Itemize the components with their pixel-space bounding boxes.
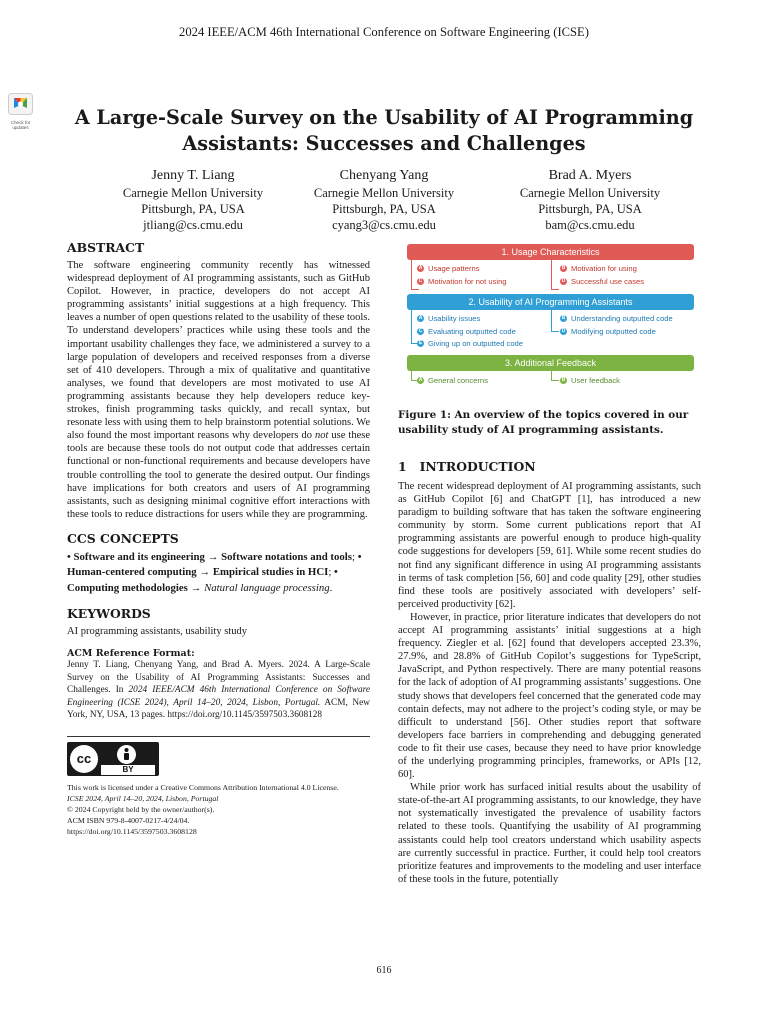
left-column [67, 240, 370, 837]
figure-item: Usability issues [428, 314, 481, 323]
ccs-concept-3: • Computing methodologies [67, 566, 338, 594]
by-label: BY [101, 765, 155, 775]
figure-item: General concerns [428, 376, 488, 385]
letter-badge: D [561, 278, 566, 284]
keywords-section [67, 606, 370, 638]
right-column [398, 240, 701, 886]
license-divider [67, 736, 370, 737]
section-number: 1 [398, 459, 407, 474]
introduction-heading [398, 459, 701, 474]
license-copyright: © 2024 Copyright held by the owner/author(s). [67, 804, 215, 814]
letter-badge: A [418, 377, 423, 383]
paper-title: A Large-Scale Survey on the Usability of AI Programming Assistants: Successes and Challenges [74, 106, 694, 155]
license-venue-text: ICSE 2024, April 14–20, 2024, Lisbon, Portugal [67, 793, 219, 803]
intro-paragraph-3: While prior work has surfaced initial results about the usability of state-of-the-art AI programming assistants, to our knowledge, they have not systematically investigated the prevalence of usability factors related to these tools. Quantifying the usability of AI programming assistants could help tool creators understand which usability aspects are currently successful in practice. Further, it could help tool creators prioritize features and improvements to the modeling and user interface of these tools in the future, potentially [398, 782, 701, 885]
figure-item: Usage patterns [428, 264, 480, 273]
badge-label-line1: Check for [10, 120, 31, 125]
license-line: This work is licensed under a Creative Commons Attribution International 4.0 License. [67, 782, 339, 792]
letter-badge: A [418, 265, 423, 271]
license-footnote [67, 782, 370, 837]
author-name: Brad A. Myers [548, 168, 632, 183]
acm-reference-part2[interactable]: ACM, New York, NY, USA, 13 pages. https://doi.org/10.1145/3597503.3608128 [67, 697, 370, 721]
figure-item: Modifying outputted code [571, 327, 656, 336]
author-location: Pittsburgh, PA, USA [141, 202, 245, 216]
figure-item: Understanding outputted code [571, 314, 673, 323]
figure-section-1-bar: 1. Usage Characteristics [407, 244, 694, 260]
author-block-1 [93, 167, 293, 233]
badge-label [8, 120, 33, 130]
letter-badge: B [561, 315, 566, 321]
ccs-end: . [329, 581, 333, 594]
acm-reference-text [67, 659, 370, 721]
figure-section-3-bar: 3. Additional Feedback [407, 355, 694, 371]
figure-item: Successful use cases [571, 277, 645, 286]
figure-item: Evaluating outputted code [428, 327, 516, 336]
keywords-heading: KEYWORDS [67, 606, 151, 622]
author-location: Pittsburgh, PA, USA [332, 202, 436, 216]
license-isbn: ACM ISBN 979-8-4007-0217-4/24/04. [67, 815, 190, 825]
author-affiliation: Carnegie Mellon University [313, 186, 455, 200]
section-title: INTRODUCTION [419, 459, 536, 474]
author-affiliation: Carnegie Mellon University [122, 186, 264, 200]
author-email[interactable]: cyang3@cs.cmu.edu [332, 218, 436, 232]
badge-label-line2: updates [12, 125, 29, 130]
ccs-text [67, 550, 370, 597]
acm-reference-heading: ACM Reference Format: [67, 648, 195, 660]
ccs-section [67, 531, 370, 597]
figure-item: Motivation for using [571, 264, 637, 273]
abstract-text-emphasis: not [315, 430, 329, 442]
ccs-separator: ; [352, 550, 358, 563]
keywords-text: AI programming assistants, usability study [67, 626, 247, 638]
letter-badge: B [561, 265, 566, 271]
letter-badge: E [418, 340, 423, 346]
author-affiliation: Carnegie Mellon University [519, 186, 661, 200]
ccs-arrow: → [187, 581, 205, 594]
license-venue [67, 793, 370, 804]
figure-caption: Figure 1: An overview of the topics covered in our usability study of AI programming assistants. [398, 409, 689, 436]
letter-badge: C [418, 278, 423, 284]
letter-badge: C [418, 328, 423, 334]
figure-item: Motivation for not using [428, 277, 507, 286]
author-email[interactable]: jtliang@cs.cmu.edu [143, 218, 243, 232]
cc-by-badge[interactable] [67, 742, 159, 776]
figure-connector [551, 310, 559, 332]
figure-item: Giving up on outputted code [428, 339, 523, 348]
figure-1 [398, 240, 695, 388]
author-block-2 [284, 167, 484, 233]
letter-badge: A [418, 315, 423, 321]
author-block-3 [490, 167, 690, 233]
author-email[interactable]: bam@cs.cmu.edu [545, 218, 635, 232]
intro-paragraph-2: However, in practice, prior literature indicates that developers do not accept AI programming assistants’ initial suggestions at a high frequency. Ziegler et al. [62] found that developers accepted 23.3%, 27.9%, and 28.8% of GitHub Copilot’s suggestions for TypeScript, JavaScript, and Python respectively. There are many potential reasons for the lack of adoption of AI programming assistants’ suggestions. One study shows that developers feel concerned that the generated code may contain defects, may not adhere to the project’s coding style, or may be difficult to understand [56]. Other studies report that software developers face barriers in comprehending and debugging generated code to fit their use cases, because they need to have prior knowledge of the underlying programming principles, frameworks, or APIs [12, 60]. [398, 611, 701, 781]
figure-connector [551, 371, 559, 381]
ccs-concept-3-sub: Natural language processing [204, 581, 330, 594]
license-doi[interactable]: https://doi.org/10.1145/3597503.3608128 [67, 826, 197, 836]
author-name: Chenyang Yang [339, 168, 429, 183]
acm-reference-part1: Jenny T. Liang, Chenyang Yang, and Brad A. Myers. 2024. A Large-Scale Survey on the Usability of AI Programming Assistants: Successes and Challenges. In [67, 660, 370, 696]
abstract-text-part2: use these tools are because these tools do not output code that addresses certain functional or non-functional requirements and because developers have trouble controlling the tool to generate the desired output. Our findings have implications for both creators and users of AI programming assistants, such as designing minimal cognitive effort interactions with these tools to reduce distractions for users while they are programming. [67, 430, 370, 520]
figure-item: User feedback [571, 376, 620, 385]
intro-paragraph-1: The recent widespread deployment of AI programming assistants, such as GitHub Copilot [6] and ChatGPT [1], has introduced a new paradigm to building software that has taken the software engineering community by storm. Some current publications report that AI programming assistants are powerful enough to produce high-quality code suggestions for developers [59, 61]. While some recent studies do not find any significant difference in using AI programming assistants in terms of task completion [56, 60] and code quality [29], other studies find these tools are positively associated with developers’ self-perceived productivity [62]. [398, 481, 701, 610]
cc-icon: cc [70, 745, 98, 773]
page-number: 616 [376, 965, 392, 976]
check-for-updates-badge[interactable] [8, 93, 33, 130]
abstract-text [67, 259, 370, 521]
acm-reference-section [67, 648, 370, 721]
ccs-separator: ; [328, 566, 335, 579]
ccs-concept-2: • Human-centered computing → Empirical studies in HCI [67, 550, 362, 579]
letter-badge: D [561, 328, 566, 334]
figure-connector [551, 260, 559, 290]
crossmark-icon [8, 93, 33, 115]
ccs-heading: CCS CONCEPTS [67, 530, 179, 546]
author-location: Pittsburgh, PA, USA [538, 202, 642, 216]
conference-header: 2024 IEEE/ACM 46th International Conference on Software Engineering (ICSE) [179, 25, 589, 39]
attribution-person-icon [117, 745, 136, 764]
ccs-concept-1: • Software and its engineering → Software notations and tools [67, 550, 353, 563]
figure-section-2-bar: 2. Usability of AI Programming Assistants [407, 294, 694, 310]
abstract-text-part1: The software engineering community recently has witnessed widespread deployment of AI programming assistants, such as GitHub Copilot. However, in practice, developers do not accept AI programming assistants’ initial suggestions at a high frequency. This leaves a number of open questions related to the usability of these tools. To understand developers’ practices while using these tools and the important usability challenges they face, we administered a survey to a large population of developers and received responses from a diverse set of 410 developers. Through a mix of qualitative and quantitative analyses, we found that developers are most motivated to use AI programming assistants because they help developers reduce key-strokes, finish programming tasks quickly, and recall syntax, but resonate less with using them to help brainstorm potential solutions. We also found the most important reasons why developers do [67, 260, 370, 442]
letter-badge: B [561, 377, 566, 383]
abstract-heading: ABSTRACT [67, 240, 145, 255]
author-name: Jenny T. Liang [151, 168, 235, 183]
acm-reference-venue: 2024 IEEE/ACM 46th International Conference on Software Engineering (ICSE 2024), April 14–20, 2024, Lisbon, Portugal. [67, 685, 370, 708]
abstract-section [67, 240, 370, 521]
